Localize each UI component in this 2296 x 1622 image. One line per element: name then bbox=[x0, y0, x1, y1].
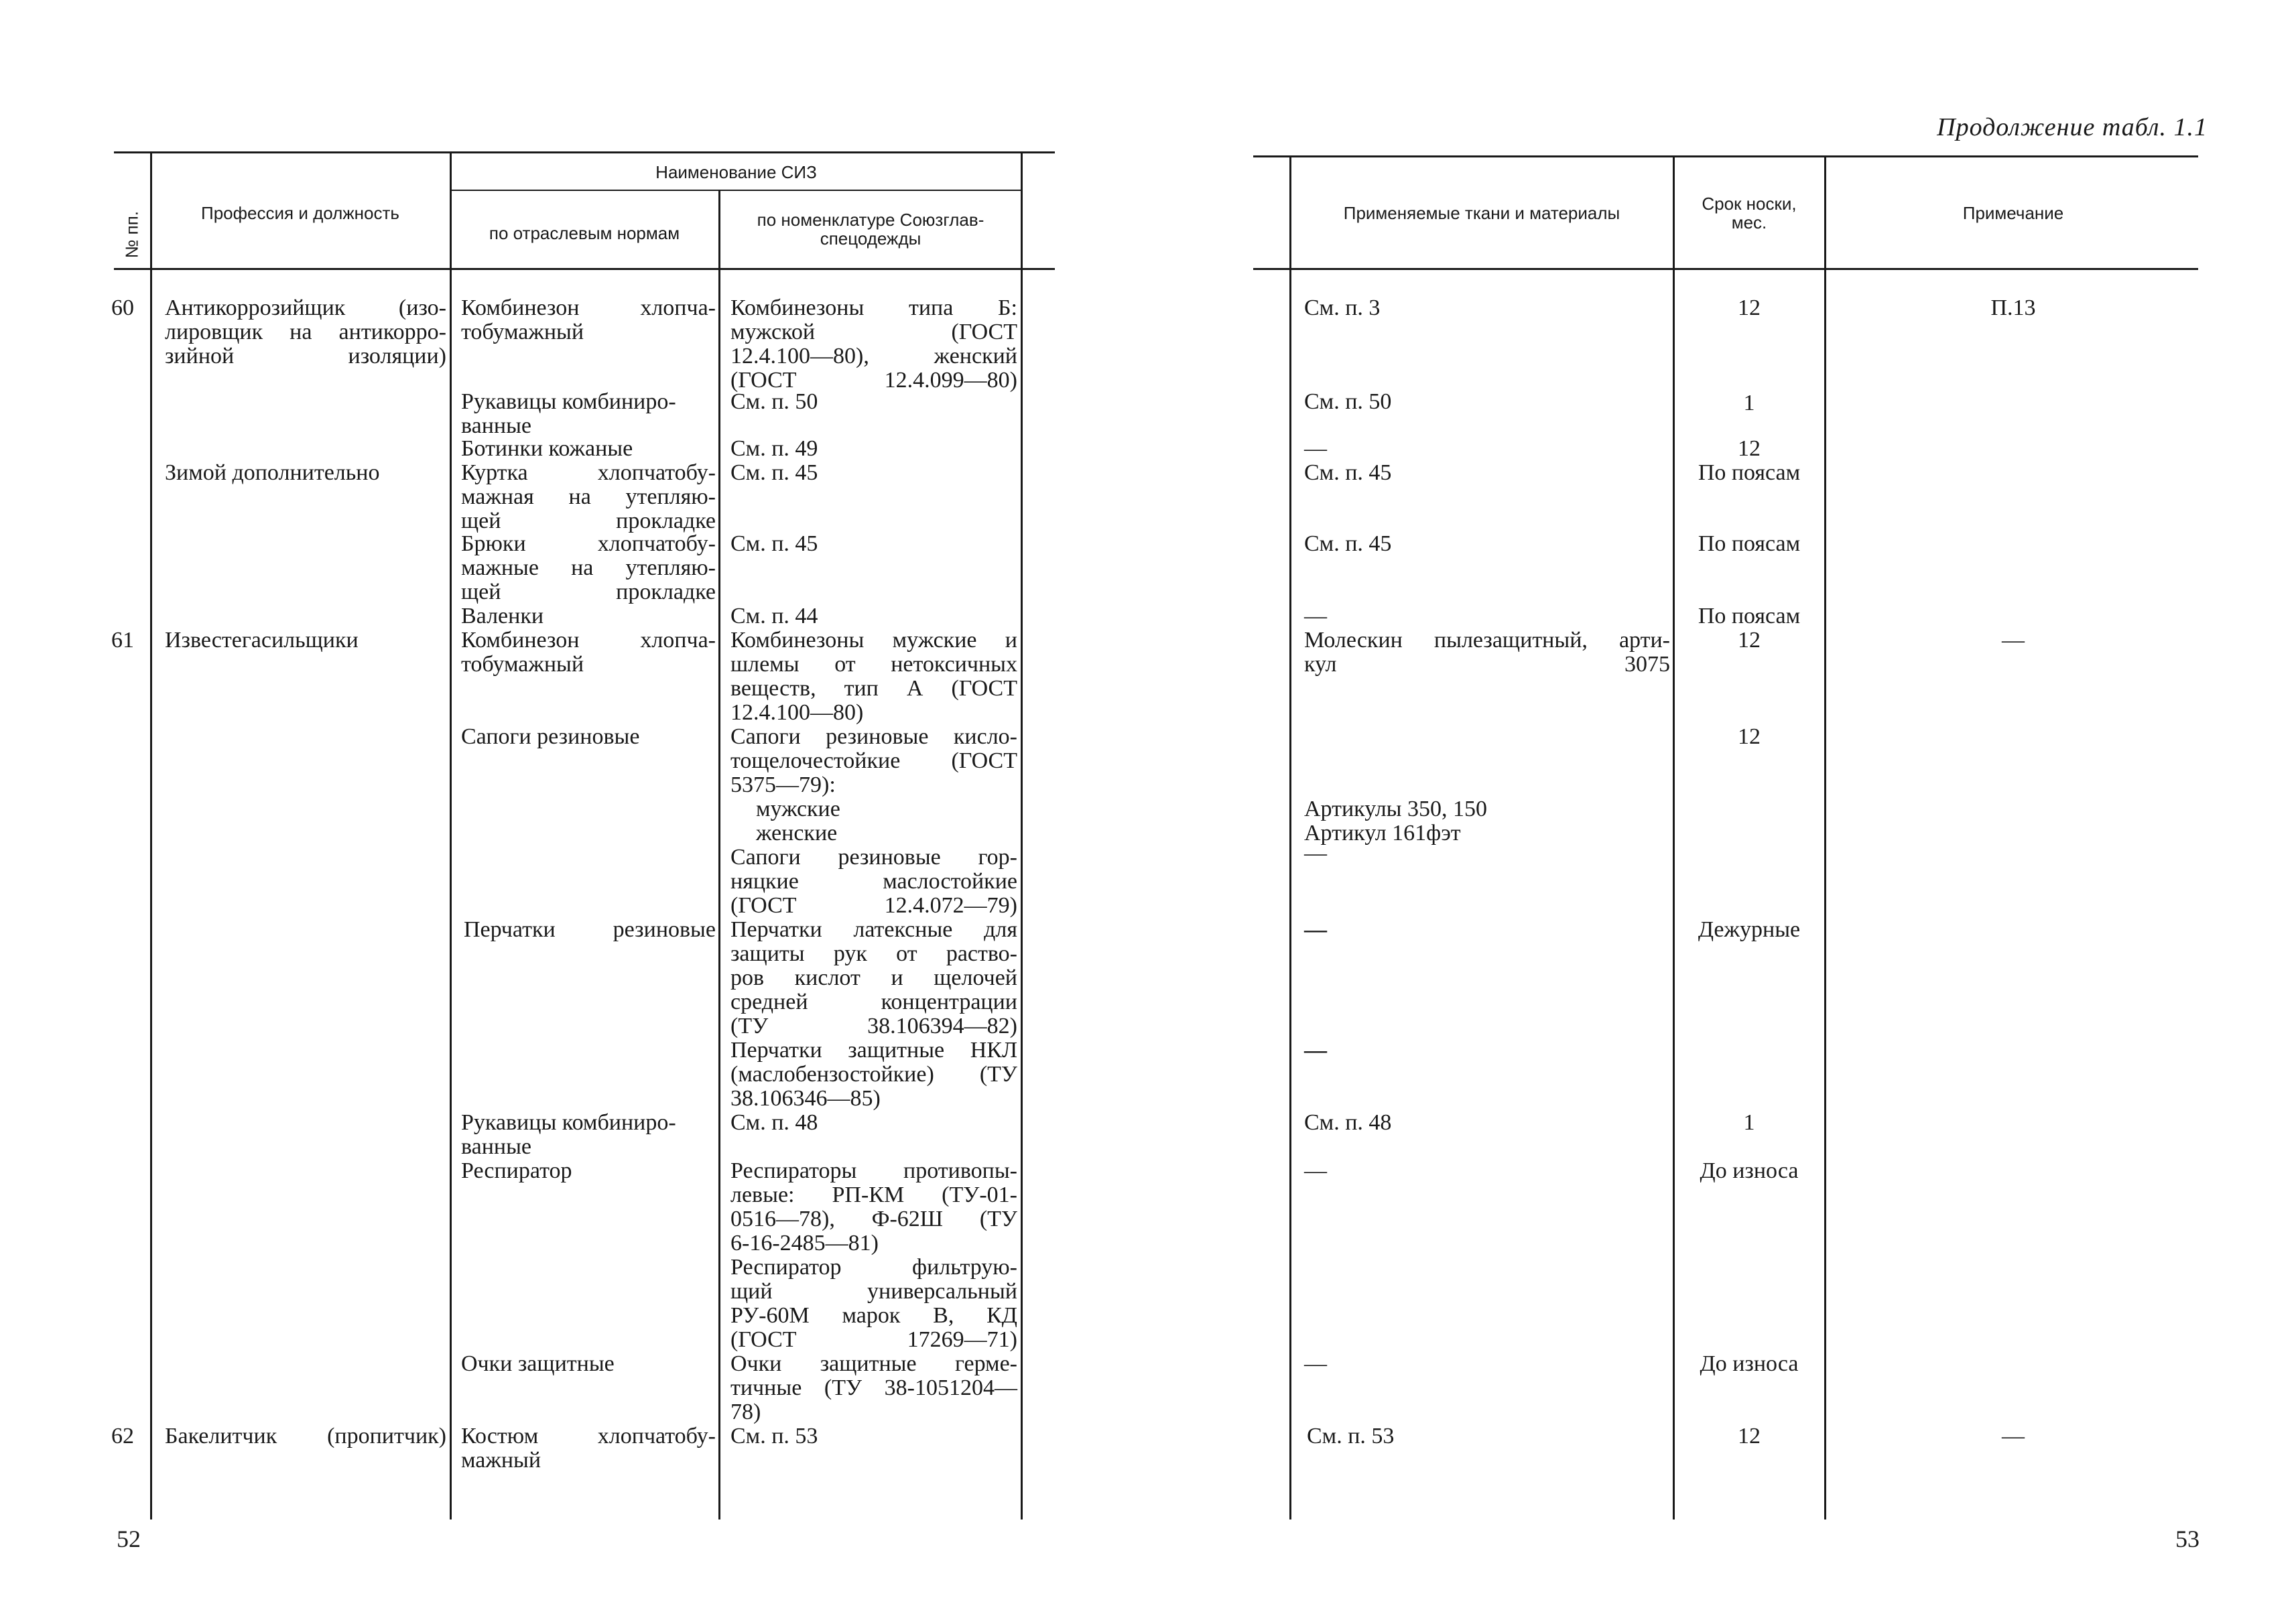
row61-mat-respirator: — bbox=[1304, 1158, 1327, 1183]
row61-term-gloves: Дежурные bbox=[1698, 917, 1801, 942]
row61-nom-5: Перчатки защитные НКЛ (маслобензостойкие) (ТУ 38.106346—85) bbox=[730, 1038, 1017, 1111]
row60-winter-nom-1: См. п. 45 bbox=[730, 460, 818, 485]
header-term: Срок носки, мес. bbox=[1702, 194, 1797, 232]
row61-mat-gloves-1: — bbox=[1304, 917, 1327, 942]
row60-winter-norm-3: Валенки bbox=[461, 604, 544, 628]
row60-mat-3: — bbox=[1304, 436, 1327, 461]
row61-norm-9: Очки защитные bbox=[461, 1351, 615, 1376]
row61-term-2: 12 bbox=[1738, 724, 1761, 749]
row61-mat-articles-2: Артикул 161фэт bbox=[1304, 821, 1461, 846]
row62-term: 12 bbox=[1738, 1424, 1761, 1448]
left-col-rule-1 bbox=[150, 153, 152, 1519]
header-note: Примечание bbox=[1962, 203, 2064, 223]
row60-mat-1: См. п. 3 bbox=[1304, 295, 1381, 320]
row60-winter-mat-2: См. п. 45 bbox=[1304, 531, 1392, 556]
row61-term-mittens: 1 bbox=[1743, 1110, 1755, 1135]
row62-mat: См. п. 53 bbox=[1307, 1424, 1395, 1448]
row61-profession: Известегасильщики bbox=[165, 628, 359, 653]
page-number-left: 52 bbox=[117, 1526, 141, 1552]
row60-mat-2: См. п. 50 bbox=[1304, 389, 1392, 414]
row60-norm-1: Комбинезон хлопча- тобумажный bbox=[461, 295, 716, 344]
left-siz-rule bbox=[451, 190, 1022, 191]
row61-norm-6: Рукавицы комбиниро- ванные bbox=[461, 1110, 676, 1159]
row61-mat-articles-3: — bbox=[1304, 841, 1327, 866]
row61-norm-7: Респиратор bbox=[461, 1158, 572, 1183]
row60-nom-2: См. п. 50 bbox=[730, 389, 818, 414]
left-col-rule-4 bbox=[1021, 153, 1023, 1519]
row61-nom-1: Комбинезоны мужские и шлемы от нетоксичных веществ, тип А (ГОСТ 12.4.100—80) bbox=[730, 628, 1017, 725]
row61-nom-9: Очки защитные герме- тичные (ТУ 38-1051204— 78) bbox=[730, 1351, 1017, 1424]
row61-note: — bbox=[2002, 628, 2025, 653]
row61-nom-6: См. п. 48 bbox=[730, 1110, 818, 1135]
header-num: № пп. bbox=[121, 211, 142, 259]
row60-norm-3: Ботинки кожаные bbox=[461, 436, 633, 461]
row61-nom-sub-male: мужские bbox=[756, 797, 840, 821]
row62-profession: Бакелитчик (пропитчик) bbox=[165, 1424, 446, 1448]
row61-term-1: 12 bbox=[1738, 628, 1761, 653]
row60-winter-nom-3: См. п. 44 bbox=[730, 604, 818, 628]
row60-winter-term-3: По поясам bbox=[1698, 604, 1801, 628]
row60-winter-mat-1: См. п. 45 bbox=[1304, 460, 1392, 485]
row61-norm-1: Комбинезон хлопча- тобумажный bbox=[461, 628, 716, 677]
header-profession: Профессия и должность bbox=[201, 203, 399, 223]
header-by-norms: по отраслевым нормам bbox=[489, 223, 680, 243]
row61-term-respirator: До износа bbox=[1700, 1158, 1799, 1183]
row61-term-goggles: До износа bbox=[1700, 1351, 1799, 1376]
row62-note: — bbox=[2002, 1424, 2025, 1448]
row60-norm-2: Рукавицы комбиниро- ванные bbox=[461, 389, 676, 438]
row61-norm-4: Перчатки резиновые bbox=[464, 917, 716, 942]
header-by-nomenclature: по номенклатуре Союзглав- спецодежды bbox=[757, 210, 984, 249]
right-col-rule-3 bbox=[1824, 157, 1826, 1519]
row60-term-2: 1 bbox=[1743, 391, 1755, 415]
right-top-rule bbox=[1253, 155, 2198, 157]
row61-mat-gloves-2: — bbox=[1304, 1038, 1327, 1063]
row62-nom: См. п. 53 bbox=[730, 1424, 818, 1448]
row60-profession: Антикоррозийщик (изо- лировщик на антикорро- зийной изоляции) bbox=[165, 295, 446, 368]
header-siz-group: Наименование СИЗ bbox=[655, 162, 817, 182]
row60-term-1: 12 bbox=[1738, 295, 1761, 320]
right-header-bottom-rule bbox=[1253, 268, 2198, 270]
header-materials: Применяемые ткани и материалы bbox=[1343, 203, 1620, 223]
left-col-rule-3 bbox=[718, 191, 720, 1519]
continuation-title: Продолжение табл. 1.1 bbox=[1937, 113, 2208, 141]
row61-nom-7: Респираторы противопы- левые: РП-КМ (ТУ-01- 0516—78), Ф-62Ш (ТУ 6-16-2485—81) bbox=[730, 1158, 1017, 1256]
row61-nom-8: Респиратор фильтрую- щий универсальный РУ-60М марок В, КД (ГОСТ 17269—71) bbox=[730, 1255, 1017, 1352]
row61-nom-2: Сапоги резиновые кисло- тощелочестойкие (ГОСТ 5375—79): bbox=[730, 724, 1017, 797]
row61-nom-sub-female: женские bbox=[756, 821, 838, 846]
row60-winter-term-1: По поясам bbox=[1698, 460, 1801, 485]
row61-mat-goggles: — bbox=[1304, 1351, 1327, 1376]
row60-num: 60 bbox=[111, 295, 134, 320]
row61-mat-mittens: См. п. 48 bbox=[1304, 1110, 1392, 1135]
row60-nom-3: См. п. 49 bbox=[730, 436, 818, 461]
row62-num: 62 bbox=[111, 1424, 134, 1448]
left-header-bottom-rule bbox=[114, 268, 1055, 270]
row61-mat-1: Молескин пылезащитный, арти- кул 3075 bbox=[1304, 628, 1670, 677]
row60-winter-nom-2: См. п. 45 bbox=[730, 531, 818, 556]
right-col-rule-2 bbox=[1673, 157, 1675, 1519]
row60-nom-1: Комбинезоны типа Б: мужской (ГОСТ 12.4.100—80), женский (ГОСТ 12.4.099—80) bbox=[730, 295, 1017, 393]
row60-note: П.13 bbox=[1990, 295, 2036, 320]
left-col-rule-2 bbox=[450, 153, 452, 1519]
row60-winter-norm-2: Брюки хлопчатобу- мажные на утепляю- щей прокладке bbox=[461, 531, 716, 604]
row61-nom-4: Перчатки латексные для защиты рук от раство- ров кислот и щелочей средней концентрации (ТУ 38.106394—82) bbox=[730, 917, 1017, 1038]
row61-nom-3: Сапоги резиновые гор- няцкие маслостойкие (ГОСТ 12.4.072—79) bbox=[730, 845, 1017, 918]
row60-winter-label: Зимой дополнительно bbox=[165, 460, 380, 485]
row60-winter-mat-3: — bbox=[1304, 604, 1327, 628]
right-col-rule-1 bbox=[1289, 157, 1291, 1519]
row61-mat-articles-1: Артикулы 350, 150 bbox=[1304, 797, 1488, 821]
row62-norm: Костюм хлопчатобу- мажный bbox=[461, 1424, 716, 1473]
left-top-rule bbox=[114, 151, 1055, 153]
page-number-right: 53 bbox=[2175, 1526, 2199, 1552]
row60-winter-term-2: По поясам bbox=[1698, 531, 1801, 556]
row60-winter-norm-1: Куртка хлопчатобу- мажная на утепляю- щей прокладке bbox=[461, 460, 716, 533]
row60-term-3: 12 bbox=[1738, 436, 1761, 461]
row61-norm-2: Сапоги резиновые bbox=[461, 724, 640, 749]
row61-num: 61 bbox=[111, 628, 134, 653]
